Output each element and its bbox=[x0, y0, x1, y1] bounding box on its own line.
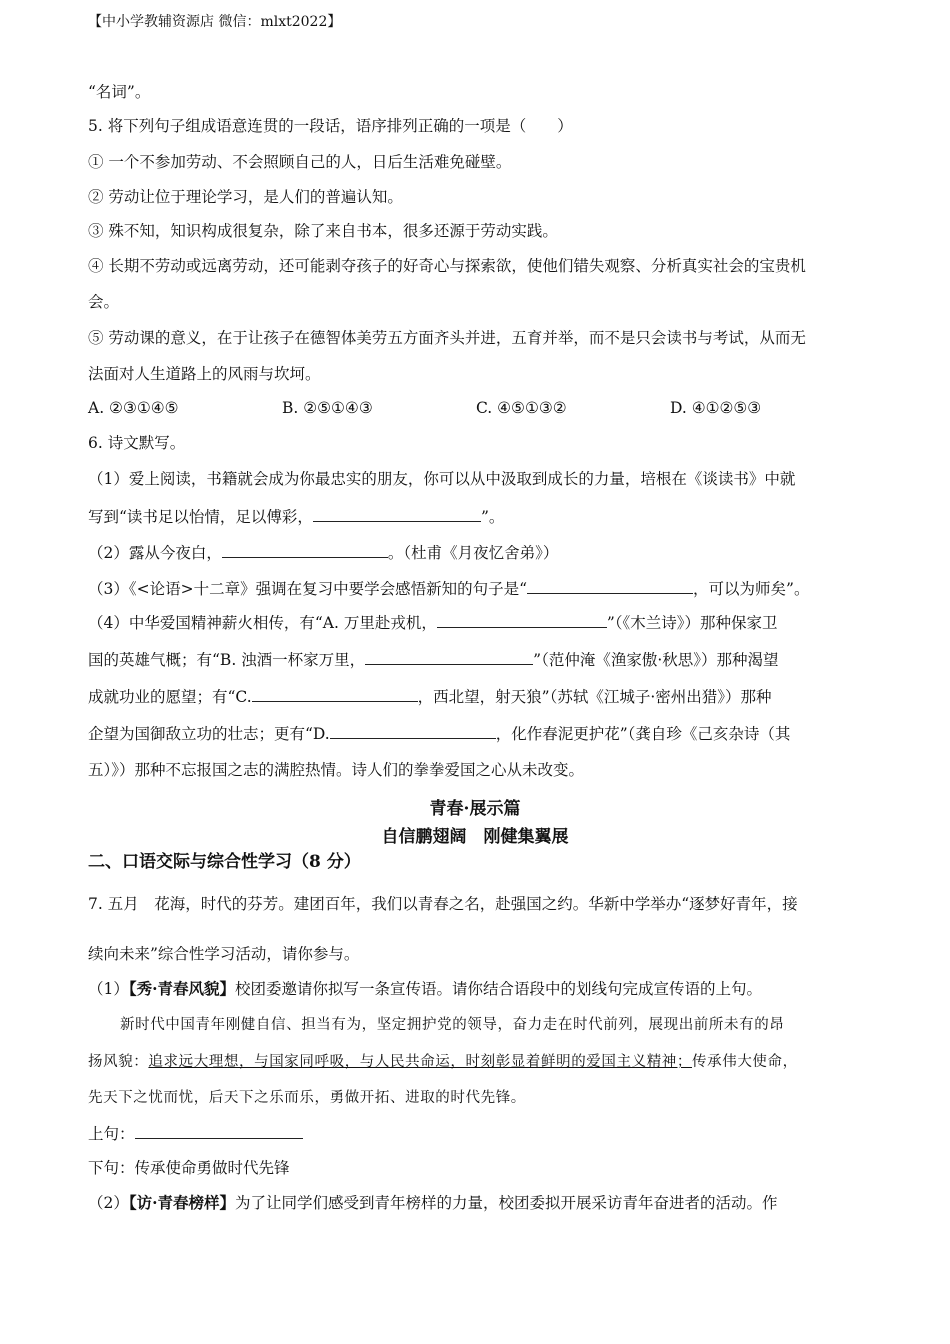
question-5-stem: 5. 将下列句子组成语意连贯的一段话，语序排列正确的一项是（ ） bbox=[88, 117, 573, 135]
q6-item-4-e: 五）》）那种不忘报国之志的满腔热情。诗人们的拳拳爱国之心从未改变。 bbox=[88, 761, 585, 779]
underlined-sentence: 追求远大理想，与国家同呼吸，与人民共命运，时刻彰显着鲜明的爱国主义精神； bbox=[148, 1054, 693, 1070]
page-header: 【中小学教辅资源店 微信：mlxt2022】 bbox=[88, 14, 342, 30]
section-title: 青春·展示篇 bbox=[429, 799, 521, 819]
q6-item-4: （4）中华爱国精神薪火相传，有“A. 万里赴戎机， ”（《木兰诗》）那种保家卫 bbox=[88, 614, 778, 632]
answer-blank[interactable] bbox=[222, 542, 388, 558]
option-d[interactable]: D. ④①②⑤③ bbox=[670, 399, 762, 417]
answer-blank[interactable] bbox=[527, 578, 693, 594]
sentence-4: ④ 长期不劳动或远离劳动，还可能剥夺孩子的好奇心与探索欲，使他们错失观察、分析真实社会的宝贵机 bbox=[88, 257, 806, 275]
text-line: “名词”。 bbox=[88, 83, 151, 101]
q6-item-3: （3）《<论语>十二章》强调在复习中要学会感悟新知的句子是“ ，可以为师矣”。 bbox=[88, 580, 810, 598]
q6-item-1: （1）爱上阅读，书籍就会成为你最忠实的朋友，你可以从中汲取到成长的力量，培根在《谈读书》中就 bbox=[88, 470, 796, 488]
sentence-3: ③ 殊不知，知识构成很复杂，除了来自书本，很多还源于劳动实践。 bbox=[88, 222, 558, 240]
second-line: 下句：传承使命勇做时代先锋 bbox=[88, 1159, 290, 1177]
answer-blank[interactable] bbox=[437, 612, 607, 628]
answer-blank[interactable] bbox=[135, 1123, 303, 1139]
answer-blank[interactable] bbox=[330, 723, 496, 739]
sentence-4-cont: 会。 bbox=[88, 293, 120, 311]
option-b[interactable]: B. ②⑤①④③ bbox=[282, 399, 373, 417]
q6-item-4-b: 国的英雄气概；有“B. 浊酒一杯家万里， ”（范仲淹《渔家傲·秋思》）那种渴望 bbox=[88, 651, 779, 669]
q6-item-4-c: 成就功业的愿望；有“C. ，西北望，射天狼”（苏轼《江城子·密州出猎》）那种 bbox=[88, 688, 772, 706]
answer-blank[interactable] bbox=[252, 686, 418, 702]
first-line-prompt: 上句： bbox=[88, 1123, 303, 1144]
sentence-1: ① 一个不参加劳动、不会照顾自己的人，日后生活难免碰壁。 bbox=[88, 153, 512, 171]
section-subtitle: 自信鹏翅阔 刚健集翼展 bbox=[381, 827, 569, 847]
option-c[interactable]: C. ④⑤①③② bbox=[476, 399, 567, 417]
question-7-stem: 7. 五月 花海，时代的芬芳。建团百年，我们以青春之名，赴强国之约。华新中学举办“逐梦好青年，接 bbox=[88, 895, 798, 913]
answer-blank[interactable] bbox=[313, 506, 481, 522]
q6-item-2: （2）露从今夜白， 。（杜甫《月夜忆舍弟》） bbox=[88, 544, 559, 562]
sentence-5: ⑤ 劳动课的意义，在于让孩子在德智体美劳五方面齐头并进，五育并举，而不是只会读书与考试，从而无 bbox=[88, 329, 806, 347]
part-2-heading: 二、口语交际与综合性学习（8 分） bbox=[88, 852, 361, 872]
q6-item-4-d: 企望为国御敌立功的壮志；更有“D. ，化作春泥更护花”（龚自珍《己亥杂诗（其 bbox=[88, 725, 791, 743]
answer-blank[interactable] bbox=[365, 649, 533, 665]
question-7-stem-cont: 续向未来”综合性学习活动，请你参与。 bbox=[88, 945, 360, 963]
q7-item-1: （1）【秀·青春风貌】校团委邀请你拟写一条宣传语。请你结合语段中的划线句完成宣传语的上句。 bbox=[88, 979, 763, 998]
passage-line: 新时代中国青年刚健自信、担当有为，坚定拥护党的领导，奋力走在时代前列，展现出前所未有的昂 bbox=[120, 1017, 785, 1033]
sentence-2: ② 劳动让位于理论学习，是人们的普遍认知。 bbox=[88, 188, 403, 206]
q7-item-2: （2）【访·青春榜样】为了让同学们感受到青年榜样的力量，校团委拟开展采访青年奋进者的活动。作 bbox=[88, 1193, 778, 1212]
sentence-5-cont: 法面对人生道路上的风雨与坎坷。 bbox=[88, 365, 321, 383]
q6-item-1-cont: 写到“读书足以怡情，足以傅彩， ”。 bbox=[88, 508, 505, 526]
passage-line: 扬风貌：追求远大理想，与国家同呼吸，与人民共命运，时刻彰显着鲜明的爱国主义精神；传承伟大使命， bbox=[88, 1054, 798, 1070]
passage-line: 先天下之忧而忧，后天下之乐而乐，勇做开拓、进取的时代先锋。 bbox=[88, 1090, 526, 1106]
question-6-stem: 6. 诗文默写。 bbox=[88, 434, 186, 452]
option-a[interactable]: A. ②③①④⑤ bbox=[88, 399, 179, 417]
